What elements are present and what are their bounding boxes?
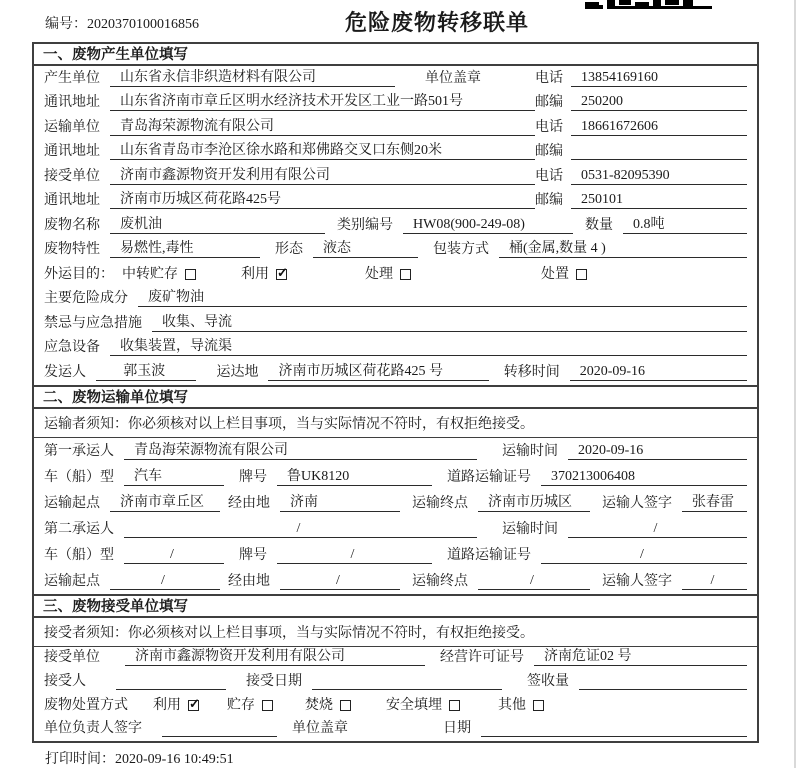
row-receive-unit (34, 647, 757, 671)
row-carrier1 (34, 438, 757, 464)
disposal-landfill-checkbox-icon (449, 700, 460, 711)
row-main-hazard (34, 287, 757, 312)
treat-checkbox-icon (400, 269, 411, 280)
print-time-label: 打印时间： (45, 752, 115, 767)
row-producer (34, 66, 757, 91)
emergency-equipment-label: 应急设备 (44, 340, 100, 355)
license-label: 经营许可证号 (440, 650, 524, 666)
dispose-checkbox-icon (576, 269, 587, 280)
date-label: 日期 (443, 721, 471, 737)
carrier-sign1-value: 张春雷 (682, 495, 747, 512)
producer-value: 山东省永信非织造材料有限公司 (110, 70, 395, 87)
receiver-phone-value: 0531-82095390 (571, 168, 747, 185)
carrier1-label: 第一承运人 (44, 443, 114, 459)
disposal-option-utilize-label: 利用 (153, 697, 181, 713)
disposal-incinerate-checkbox-icon (340, 700, 351, 711)
via2-value: / (280, 573, 400, 590)
row-transporter (34, 115, 757, 140)
carrier-sign1-label: 运输人签字 (602, 495, 672, 511)
row-receiver-person (34, 670, 757, 694)
receiver-address-label: 通讯地址 (44, 193, 100, 208)
origin2-value: / (110, 573, 220, 590)
transporter-phone-group (535, 119, 747, 136)
receiver-address-value: 济南市历城区荷花路425号 (110, 192, 535, 209)
receive-unit-value: 济南市鑫源物资开发利用有限公司 (125, 649, 425, 666)
serial-label: 编号： (45, 17, 87, 32)
row-route2 (34, 568, 757, 594)
producer-phone-value: 13854169160 (571, 70, 747, 87)
via1-value: 济南 (280, 495, 400, 512)
row-waste-name (34, 213, 757, 238)
road-permit2-label: 道路运输证号 (447, 547, 531, 563)
destination-label: 运达地 (216, 364, 259, 380)
receiver-seal-label: 单位盖章 (292, 721, 348, 737)
purpose-option-dispose-label: 处置 (541, 266, 569, 282)
responsible-sign-value (162, 720, 277, 737)
transporter-value: 青岛海荣源物流有限公司 (110, 119, 535, 136)
transporter-label: 运输单位 (44, 119, 100, 135)
transporter-phone-value: 18661672606 (571, 119, 747, 136)
packaging-value: 桶(金属,数量 4 ) (499, 241, 747, 258)
waste-name-label: 废物名称 (44, 217, 100, 233)
row-carrier2 (34, 516, 757, 542)
receive-unit-label: 接受单位 (44, 650, 100, 666)
transporter-postcode-group (535, 143, 747, 160)
emergency-equipment-value: 收集装置，导流渠 (110, 339, 747, 356)
receive-date-label: 接受日期 (246, 673, 302, 689)
transporter-address-label: 通讯地址 (44, 144, 100, 159)
category-code-value: HW08(900-249-08) (403, 217, 573, 234)
date-value (481, 720, 747, 737)
carrier1-value: 青岛海荣源物流有限公司 (124, 443, 477, 460)
terminus1-value: 济南市历城区 (478, 495, 590, 512)
transfer-form (32, 42, 759, 743)
receiver-phone-group (535, 168, 747, 185)
producer-postcode-label: 邮编 (535, 95, 563, 110)
emergency-measures-value: 收集、导流 (152, 315, 747, 332)
receiver-person-value (116, 673, 226, 690)
transfer-time-label: 转移时间 (503, 364, 560, 380)
plate2-value: / (277, 547, 432, 564)
transporter-postcode-value (571, 143, 747, 160)
print-time-value: 2020-09-16 10:49:51 (115, 752, 234, 767)
vehicle-type2-label: 车（船）型 (44, 547, 114, 563)
vehicle-type1-label: 车（船）型 (44, 469, 114, 485)
transport-time1-label: 运输时间 (501, 443, 558, 459)
vehicle-type2-value: / (124, 547, 224, 564)
quantity-label: 数量 (585, 217, 613, 233)
producer-label: 产生单位 (44, 70, 100, 86)
disposal-option-other-label: 其他 (498, 697, 526, 713)
receive-date-value (312, 673, 502, 690)
plate1-value: 鲁UK8120 (277, 469, 432, 486)
transport-time2-label: 运输时间 (502, 521, 558, 537)
row-emergency-equipment (34, 336, 757, 361)
producer-address-value: 山东省济南市章丘区明水经济技术开发区工业一路501号 (110, 94, 535, 111)
transporter-notice-text: 运输者须知：你必须核对以上栏目事项，当与实际情况不符时，有权拒绝接受。 (44, 416, 534, 432)
origin1-label: 运输起点 (44, 495, 100, 511)
receiver-value: 济南市鑫源物资开发利用有限公司 (110, 168, 535, 185)
carrier2-value: / (124, 521, 477, 538)
disposal-other-checkbox-icon (533, 700, 544, 711)
transporter-notice (34, 409, 757, 438)
disposal-option-landfill (386, 698, 460, 714)
receiver-person-label: 接受人 (44, 673, 86, 689)
road-permit2-value: / (541, 547, 747, 564)
transfer-storage-checkbox-icon (185, 269, 196, 280)
section-transporter (32, 385, 759, 596)
producer-phone-group (535, 70, 747, 87)
transporter-phone-label: 电话 (535, 119, 563, 135)
disposal-option-store-label: 贮存 (227, 697, 255, 713)
transporter-postcode-label: 邮编 (535, 144, 563, 159)
purpose-option-transfer-storage (122, 267, 196, 283)
waste-property-value: 易燃性,毒性 (110, 241, 260, 258)
road-permit1-value: 370213006408 (541, 469, 747, 486)
producer-address-label: 通讯地址 (44, 95, 100, 110)
receiver-notice-text: 接受者须知：你必须核对以上栏目事项，当与实际情况不符时，有权拒绝接受。 (44, 625, 534, 641)
destination-value: 济南市历城区荷花路425 号 (268, 364, 488, 381)
row-receiver-address (34, 189, 757, 214)
document-header (0, 0, 796, 42)
producer-postcode-group (535, 94, 747, 111)
transport-time1-value: 2020-09-16 (568, 443, 747, 460)
serial-value: 2020370100016856 (87, 17, 199, 32)
disposal-option-landfill-label: 安全填埋 (386, 697, 442, 713)
disposal-label: 废物处置方式 (44, 697, 128, 713)
unit-seal-label: 单位盖章 (425, 70, 481, 86)
via2-label: 经由地 (228, 573, 270, 589)
row-vehicle2 (34, 542, 757, 568)
origin1-value: 济南市章丘区 (110, 495, 220, 512)
license-value: 济南危证02 号 (534, 649, 747, 666)
row-waste-property (34, 238, 757, 263)
plate1-label: 牌号 (239, 469, 267, 485)
terminus1-label: 运输终点 (412, 495, 468, 511)
row-disposal (34, 694, 757, 718)
utilize-checkbox-icon (276, 269, 287, 280)
form-state-value: 液态 (313, 241, 418, 258)
quantity-value: 0.8吨 (623, 217, 747, 234)
disposal-option-store (227, 698, 273, 714)
purpose-option-treat (365, 267, 411, 283)
section-receiver (32, 594, 759, 744)
page-title: 危险废物转移联单 (344, 10, 529, 35)
row-producer-address (34, 91, 757, 116)
terminus2-label: 运输终点 (412, 573, 468, 589)
packaging-label: 包装方式 (433, 242, 489, 257)
road-permit1-label: 道路运输证号 (447, 469, 531, 485)
emergency-measures-label: 禁忌与应急措施 (44, 315, 142, 331)
producer-postcode-value: 250200 (571, 94, 747, 111)
disposal-store-checkbox-icon (262, 700, 273, 711)
purpose-option-transfer-storage-label: 中转贮存 (122, 266, 178, 282)
origin2-label: 运输起点 (44, 573, 100, 589)
receiver-postcode-value: 250101 (571, 192, 747, 209)
purpose-label: 外运目的： (44, 266, 114, 282)
via1-label: 经由地 (228, 495, 270, 511)
category-code-label: 类别编号 (337, 217, 393, 233)
purpose-option-utilize (241, 267, 287, 283)
receiver-postcode-label: 邮编 (535, 193, 563, 208)
waste-name-value: 废机油 (110, 217, 325, 234)
row-shipper (34, 360, 757, 385)
form-state-label: 形态 (275, 242, 303, 257)
main-hazard-label: 主要危险成分 (44, 291, 128, 306)
carrier-sign2-label: 运输人签字 (602, 573, 672, 589)
shipper-label: 发运人 (44, 364, 86, 380)
main-hazard-value: 废矿物油 (138, 290, 747, 307)
transport-time2-value: / (568, 521, 747, 538)
plate2-label: 牌号 (239, 547, 267, 563)
transporter-address-value: 山东省青岛市李沧区徐水路和郑佛路交叉口东侧20米 (110, 143, 535, 160)
transfer-time-value: 2020-09-16 (570, 364, 747, 381)
disposal-option-incinerate (305, 698, 351, 714)
row-receiver (34, 164, 757, 189)
receiver-postcode-group (535, 192, 747, 209)
row-responsible-sign (34, 718, 757, 742)
disposal-option-incinerate-label: 焚烧 (305, 697, 333, 713)
row-route1 (34, 490, 757, 516)
waste-property-label: 废物特性 (44, 242, 100, 257)
purpose-option-dispose (541, 267, 587, 283)
responsible-sign-label: 单位负责人签字 (44, 721, 142, 737)
received-amount-value (579, 673, 747, 690)
section-producer (32, 42, 759, 387)
disposal-option-other (498, 698, 544, 714)
terminus2-value: / (478, 573, 590, 590)
shipper-value: 郭玉波 (96, 364, 196, 381)
purpose-option-treat-label: 处理 (365, 266, 393, 282)
print-time (45, 748, 234, 768)
section-producer-title: 一、废物产生单位填写 (34, 44, 757, 66)
carrier-sign2-value: / (682, 573, 747, 590)
receiver-label: 接受单位 (44, 168, 100, 184)
disposal-utilize-checkbox-icon (188, 700, 199, 711)
vehicle-type1-value: 汽车 (124, 469, 224, 486)
receiver-phone-label: 电话 (535, 168, 563, 184)
carrier2-label: 第二承运人 (44, 521, 114, 537)
row-vehicle1 (34, 464, 757, 490)
receiver-notice (34, 618, 757, 647)
row-emergency-measures (34, 311, 757, 336)
purpose-option-utilize-label: 利用 (241, 266, 269, 282)
received-amount-label: 签收量 (527, 673, 569, 689)
row-transporter-address (34, 140, 757, 165)
row-purpose (34, 262, 757, 287)
section-receiver-title: 三、废物接受单位填写 (34, 596, 757, 618)
producer-phone-label: 电话 (535, 70, 563, 86)
qr-code-fragment-icon (585, 0, 713, 9)
disposal-option-utilize (153, 698, 199, 714)
section-transporter-title: 二、废物运输单位填写 (34, 387, 757, 409)
